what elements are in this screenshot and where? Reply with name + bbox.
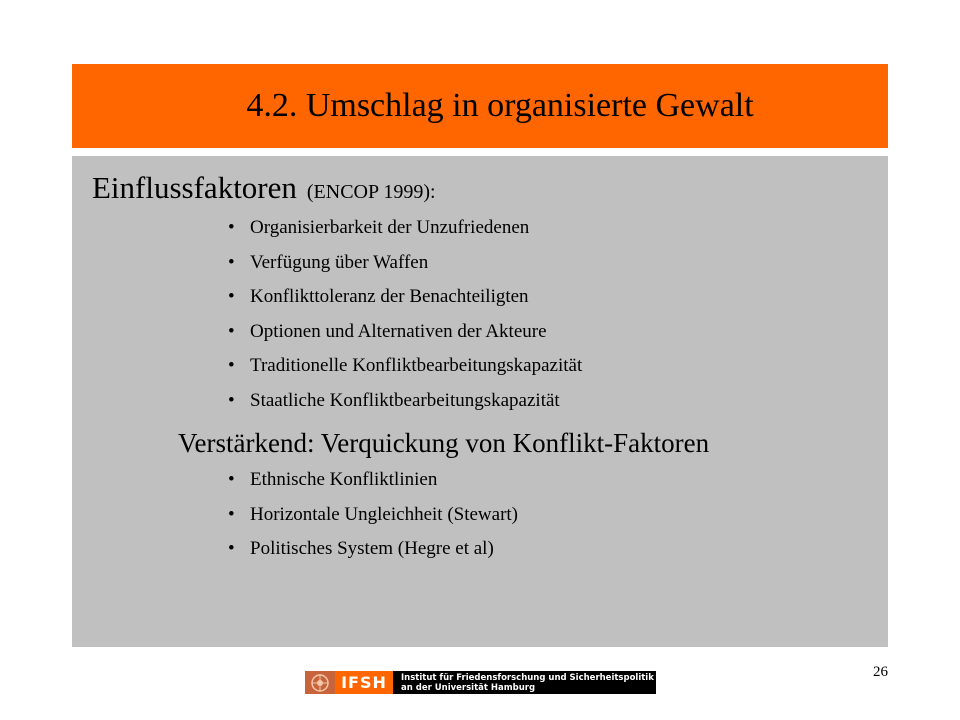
bullet: •: [228, 286, 235, 308]
list-item: [228, 253, 582, 288]
bullet: •: [228, 217, 235, 238]
section-heading: [92, 170, 436, 206]
list-item-text: Verfügung über Waffen: [250, 251, 429, 273]
logo-line-1: Institut für Friedensforschung und Sicherheitspolitik: [401, 672, 654, 683]
bullet: •: [228, 503, 235, 525]
list-item: [228, 505, 518, 540]
logo-text: [393, 671, 656, 694]
emblem-icon: [305, 671, 335, 694]
list-item-text: Konflikttoleranz der Benachteiligten: [250, 286, 529, 308]
ifsh-logo: [305, 671, 656, 694]
reinforcing-factor-list: [228, 470, 518, 574]
list-item-text: Ethnische Konfliktlinien: [250, 469, 438, 490]
subheading: Verstärkend: Verquickung von Konflikt-Faktoren: [178, 428, 710, 458]
list-item: [228, 322, 582, 357]
list-item: [228, 391, 582, 426]
heading-source-note: (ENCOP 1999):: [306, 181, 436, 203]
bullet: •: [228, 251, 235, 273]
bullet: •: [228, 320, 235, 342]
list-item-text: Politisches System (Hegre et al): [250, 538, 494, 560]
bullet: •: [228, 389, 235, 411]
bullet: •: [228, 469, 235, 490]
factor-list: [228, 218, 582, 426]
list-item-text: Optionen und Alternativen der Akteure: [250, 320, 547, 342]
title-bar: [72, 64, 888, 148]
list-item: [228, 287, 582, 322]
list-item-text: Horizontale Ungleichheit (Stewart): [250, 503, 519, 525]
page-number: 26: [873, 664, 888, 680]
list-item-text: Traditionelle Konfliktbearbeitungskapazität: [250, 355, 583, 377]
list-item: [228, 356, 582, 391]
list-item: [228, 218, 582, 253]
list-item: [228, 470, 518, 505]
list-item-text: Staatliche Konfliktbearbeitungskapazität: [250, 389, 560, 411]
heading-main: Einflussfaktoren: [92, 170, 297, 205]
bullet: •: [228, 355, 235, 377]
content-box: [72, 156, 888, 647]
list-item: [228, 539, 518, 574]
list-item-text: Organisierbarkeit der Unzufriedenen: [250, 217, 530, 238]
slide-title: 4.2. Umschlag in organisierte Gewalt: [246, 87, 754, 124]
logo-acronym: IFSH: [335, 671, 393, 694]
bullet: •: [228, 538, 235, 560]
logo-line-2: an der Universität Hamburg: [401, 682, 536, 693]
